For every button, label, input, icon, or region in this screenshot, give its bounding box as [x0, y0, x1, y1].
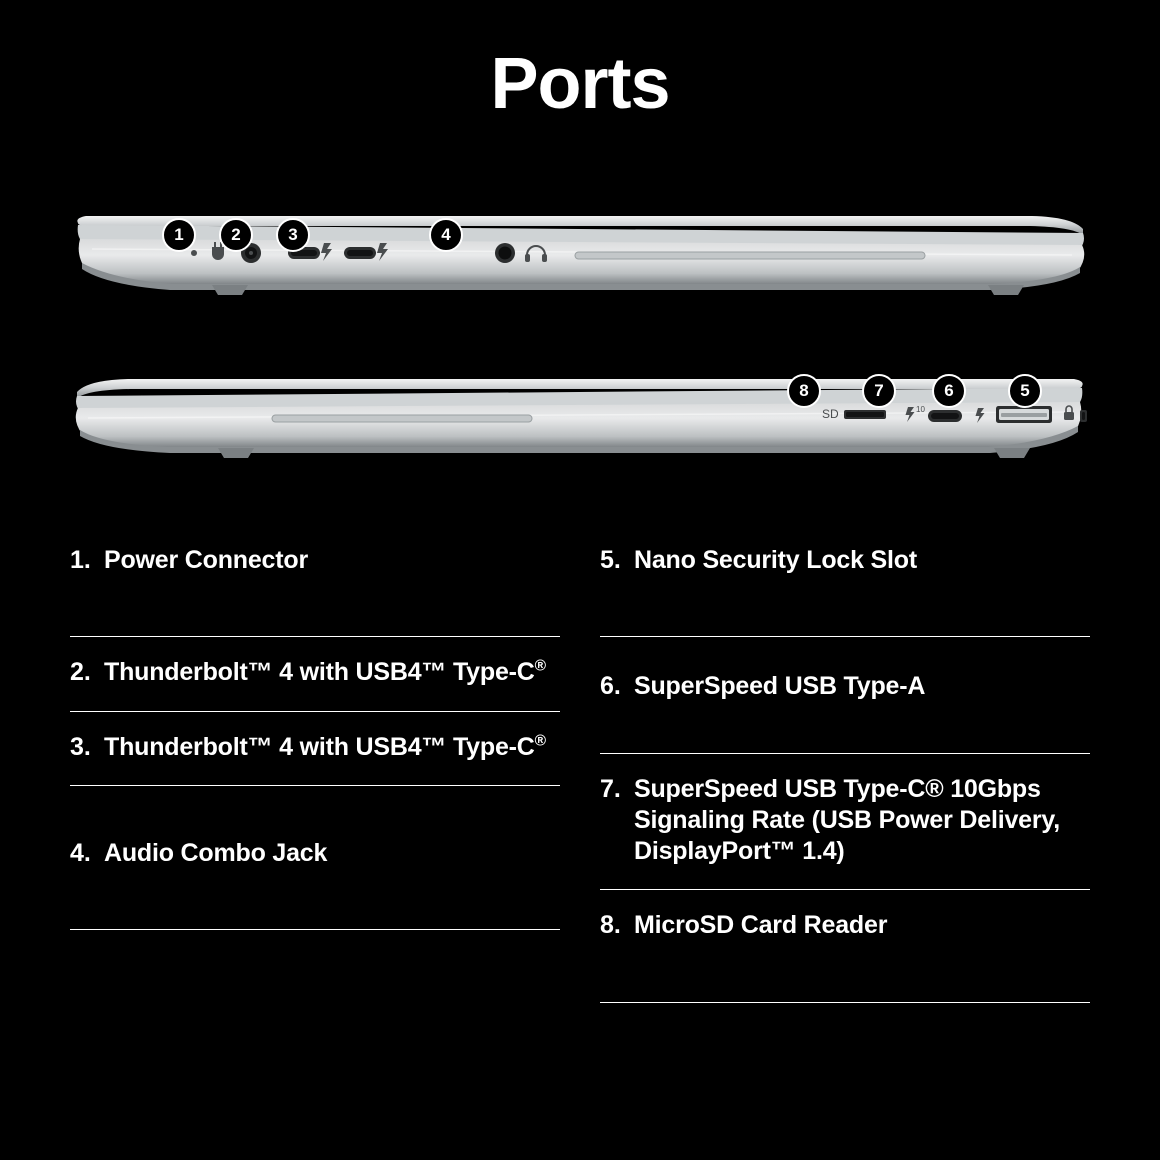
legend-item-3 — [70, 712, 560, 786]
callout-badge-5: 5 — [1008, 374, 1042, 408]
legend — [70, 545, 1090, 1003]
legend-label-1: Power Connector — [104, 546, 308, 574]
legend-number-2: 2. — [70, 658, 91, 687]
legend-number-8: 8. — [600, 911, 621, 940]
legend-number-3: 3. — [70, 732, 91, 761]
legend-number-6: 6. — [600, 672, 621, 701]
callout-badge-6: 6 — [932, 374, 966, 408]
callout-badge-8: 8 — [787, 374, 821, 408]
legend-item-1 — [70, 545, 560, 637]
legend-number-7: 7. — [600, 774, 621, 803]
callout-badge-7: 7 — [862, 374, 896, 408]
callout-badge-4: 4 — [429, 218, 463, 252]
page-title: Ports — [490, 44, 670, 124]
legend-item-7 — [600, 754, 1090, 891]
legend-sup-3: ® — [534, 732, 546, 750]
svg-text:10: 10 — [916, 405, 925, 414]
legend-number-1: 1. — [70, 546, 91, 574]
legend-item-2 — [70, 637, 560, 711]
legend-column-left — [70, 545, 560, 1003]
legend-number-5: 5. — [600, 546, 621, 574]
legend-column-right — [600, 545, 1090, 1003]
legend-label-2: Thunderbolt™ 4 with USB4™ Type-C® — [104, 657, 546, 687]
legend-label-4: Audio Combo Jack — [104, 838, 328, 867]
legend-label-5: Nano Security Lock Slot — [634, 546, 917, 574]
legend-item-6 — [600, 637, 1090, 753]
legend-label-6: SuperSpeed USB Type-A — [634, 672, 926, 701]
legend-label-7: SuperSpeed USB Type-C® 10Gbps Signaling Rate (USB Power Delivery, DisplayPort™ 1.4) — [634, 774, 1060, 865]
legend-item-5 — [600, 545, 1090, 637]
legend-sup-2: ® — [534, 657, 546, 675]
legend-label-8: MicroSD Card Reader — [634, 911, 888, 940]
legend-label-3: Thunderbolt™ 4 with USB4™ Type-C® — [104, 732, 546, 761]
svg-text:SD: SD — [822, 407, 839, 421]
legend-item-4 — [70, 786, 560, 930]
legend-number-4: 4. — [70, 838, 91, 867]
legend-item-8 — [600, 890, 1090, 1002]
callout-badge-1: 1 — [162, 218, 196, 252]
callout-badge-3: 3 — [276, 218, 310, 252]
callout-badge-2: 2 — [219, 218, 253, 252]
